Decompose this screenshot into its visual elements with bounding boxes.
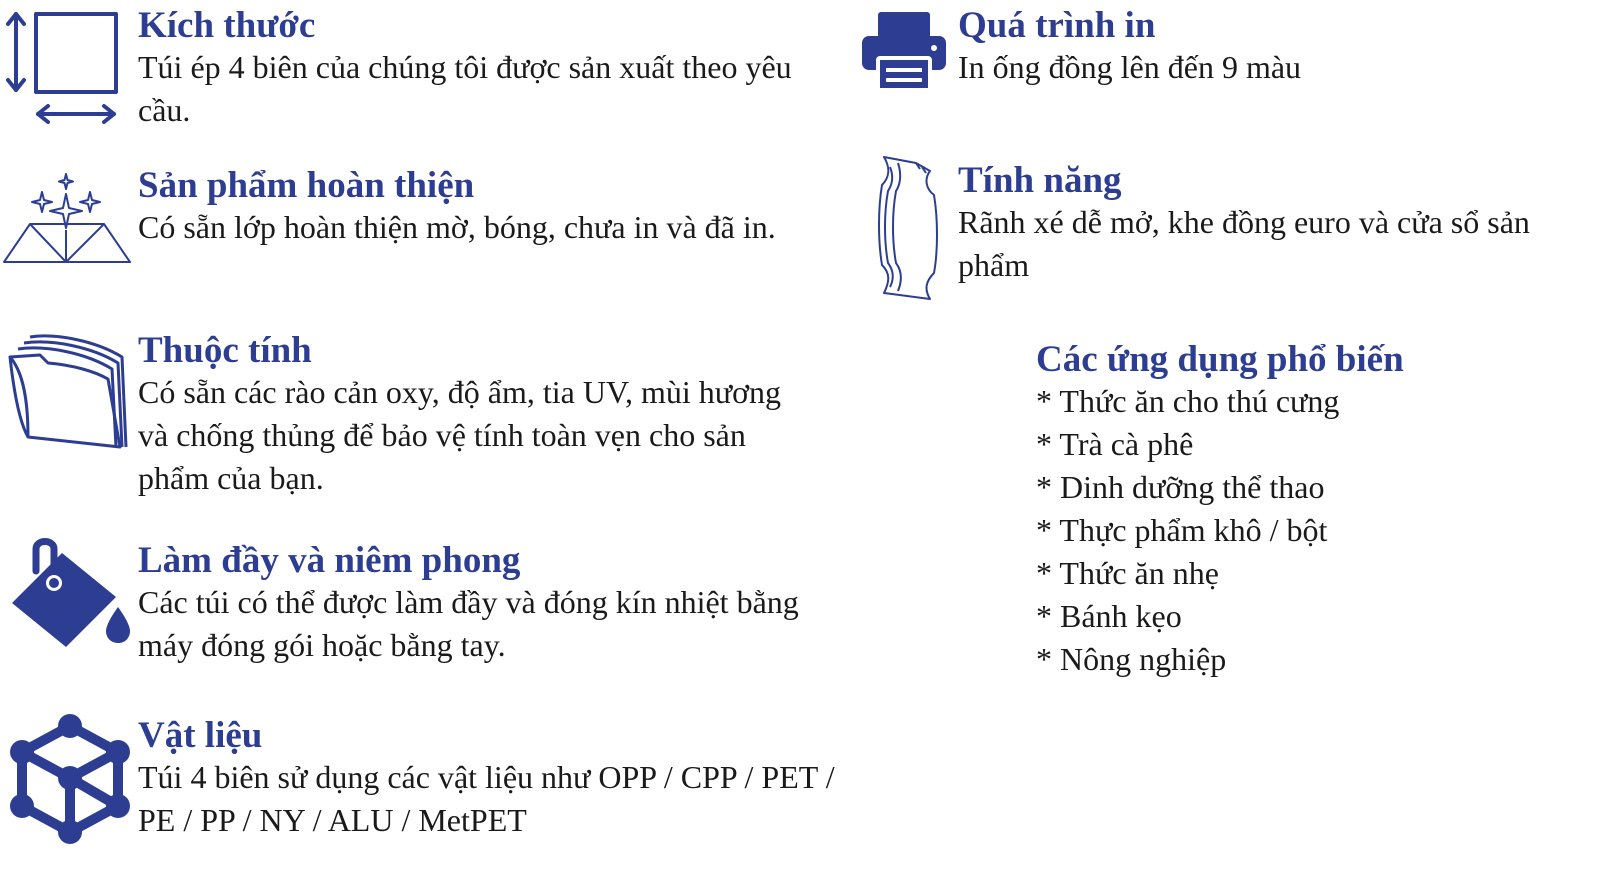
list-item: * Trà cà phê <box>1036 426 1194 462</box>
feature-printing-title: Quá trình in <box>958 5 1156 46</box>
list-item: * Thức ăn nhẹ <box>1036 555 1219 591</box>
list-item: * Thức ăn cho thú cưng <box>1036 383 1340 419</box>
feature-features-description: Rãnh xé dễ mở, khe đồng euro và cửa sổ sản phẩm <box>958 204 1530 283</box>
feature-materials-description: Túi 4 biên sử dụng các vật liệu như OPP / CPP / PET / PE / PP / NY / ALU / MetPET <box>138 759 835 838</box>
applications-list <box>1036 380 1556 681</box>
pouch-icon <box>876 155 946 303</box>
feature-properties-title: Thuộc tính <box>138 330 312 371</box>
feature-finish-description: Có sẵn lớp hoàn thiện mờ, bóng, chưa in và đã in. <box>138 209 776 245</box>
list-item: * Dinh dưỡng thể thao <box>1036 469 1325 505</box>
paint-bucket-drop-icon <box>8 537 130 649</box>
feature-size-title: Kích thước <box>138 5 316 46</box>
feature-fill-seal-title: Làm đầy và niêm phong <box>138 540 521 581</box>
feature-features-title: Tính năng <box>958 160 1122 201</box>
molecule-cube-icon <box>8 712 132 846</box>
feature-materials-title: Vật liệu <box>138 715 263 756</box>
dimensions-square-icon <box>4 10 120 126</box>
printer-icon <box>860 10 948 92</box>
list-item: * Bánh kẹo <box>1036 598 1182 634</box>
applications-section <box>1036 340 1556 681</box>
feature-size-description: Túi ép 4 biên của chúng tôi được sản xuất theo yêu cầu. <box>138 49 792 128</box>
feature-properties-description: Có sẵn các rào cản oxy, độ ẩm, tia UV, mùi hương và chống thủng để bảo vệ tính toàn vẹn cho sản phẩm của bạn. <box>138 374 782 496</box>
folder-layers-icon <box>6 333 130 451</box>
feature-printing-description: In ống đồng lên đến 9 màu <box>958 49 1302 85</box>
applications-title: Các ứng dụng phổ biến <box>1036 339 1404 380</box>
list-item: * Thực phẩm khô / bột <box>1036 512 1328 548</box>
sparkle-finish-icon <box>0 170 134 266</box>
feature-fill-seal-description: Các túi có thể được làm đầy và đóng kín nhiệt bằng máy đóng gói hoặc bằng tay. <box>138 584 799 663</box>
list-item: * Nông nghiệp <box>1036 641 1227 677</box>
feature-finish-title: Sản phẩm hoàn thiện <box>138 165 475 206</box>
